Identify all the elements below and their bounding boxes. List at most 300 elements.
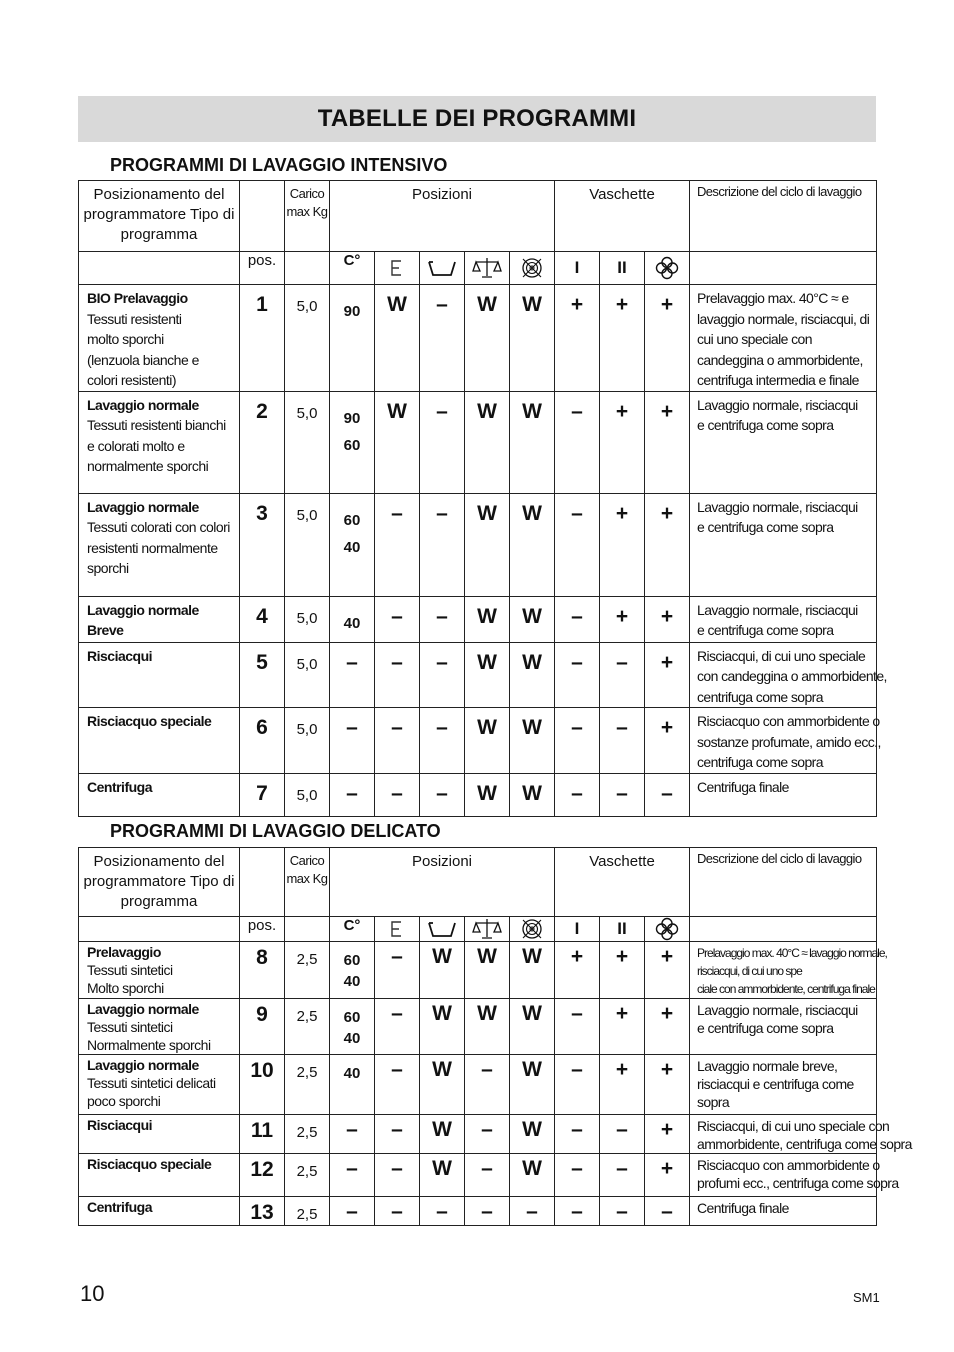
program-symbol: +: [660, 650, 674, 674]
program-row: [79, 285, 877, 392]
program-title: Lavaggio normale: [87, 498, 199, 515]
program-name-cell: [79, 999, 240, 1055]
program-symbol-cell: [465, 1055, 510, 1115]
program-description-line: e centrifuga come sopra: [697, 1020, 834, 1036]
program-position-number: 12: [250, 1158, 274, 1181]
program-fabric-line: poco sporchi: [87, 1093, 161, 1109]
program-symbol: –: [481, 1118, 493, 1141]
program-position-number: 8: [256, 946, 268, 969]
program-load-cell: [285, 942, 330, 999]
program-temp-cell: [330, 942, 375, 999]
intensive-programs-table: [78, 180, 887, 817]
program-symbol-cell: [510, 596, 555, 642]
program-load-cell: [285, 493, 330, 596]
program-title: Centrifuga: [87, 778, 152, 795]
tub-icon: [420, 920, 464, 938]
program-symbol: –: [616, 650, 628, 674]
program-description-line: Centrifuga finale: [697, 1200, 789, 1216]
program-load-cell: [285, 1154, 330, 1197]
program-title: Lavaggio normale: [87, 1001, 199, 1017]
program-symbol-cell: [375, 708, 420, 774]
program-symbol: W: [432, 1157, 452, 1180]
program-symbol: –: [616, 716, 628, 739]
program-symbol-cell: [645, 999, 690, 1055]
program-temp-cell: [330, 493, 375, 596]
header-positions-label: Posizioni: [411, 186, 473, 203]
program-temp-value: 40: [343, 1030, 361, 1047]
program-symbol: –: [616, 1118, 628, 1141]
program-temp-value: 60: [343, 952, 361, 969]
header-load-cell: [285, 181, 330, 252]
program-symbol-cell: [555, 1115, 600, 1154]
program-symbol-cell: [555, 942, 600, 999]
program-description-cell: [690, 1154, 899, 1197]
program-temp-value: 40: [343, 538, 361, 556]
program-temp-cell: [330, 773, 375, 816]
program-description-line: ammorbidente, centrifuga come sopra: [697, 1136, 912, 1152]
program-temp-cell: [330, 999, 375, 1055]
program-symbol-cell: [555, 391, 600, 493]
program-load-value: 5,0: [296, 786, 318, 804]
program-symbol-cell: [600, 596, 645, 642]
program-symbol-cell: [600, 1055, 645, 1115]
program-symbol: –: [391, 1200, 403, 1223]
program-temp-value: –: [346, 1157, 358, 1180]
program-symbol: –: [616, 1200, 628, 1223]
program-description-line: Lavaggio normale, risciacqui: [697, 396, 858, 413]
program-temp-cell: [330, 596, 375, 642]
program-symbol-cell: [375, 493, 420, 596]
program-symbol-cell: [420, 391, 465, 493]
program-symbol-cell: [645, 773, 690, 816]
program-symbol: W: [477, 1002, 497, 1025]
program-row: [79, 596, 877, 642]
program-position-cell: [240, 596, 285, 642]
program-position-cell: [240, 999, 285, 1055]
program-name-cell: [79, 942, 240, 999]
program-name-cell: [79, 708, 240, 774]
program-symbol: W: [522, 1058, 542, 1081]
program-load-cell: [285, 1197, 330, 1226]
program-temp-cell: [330, 708, 375, 774]
program-symbol: +: [660, 604, 674, 628]
program-position-cell: [240, 708, 285, 774]
program-name-cell: [79, 285, 240, 392]
program-symbol: W: [477, 781, 497, 805]
subheader-pos-label: pos.: [247, 917, 277, 934]
program-symbol-cell: [420, 942, 465, 999]
program-description-line: Risciacquo con ammorbidente o: [697, 713, 880, 729]
program-fabric-line: e colorati molto e: [87, 437, 185, 454]
program-load-cell: [285, 596, 330, 642]
header-blank-cell: [240, 848, 285, 917]
program-title: BIO Prelavaggio: [87, 290, 188, 306]
page-title: TABELLE DEI PROGRAMMI: [317, 105, 637, 132]
program-symbol: +: [615, 604, 629, 628]
program-position-number: 3: [256, 501, 268, 525]
program-description-cell: [690, 391, 877, 493]
program-temp-cell: [330, 1197, 375, 1226]
program-position-number: 10: [250, 1059, 274, 1082]
program-description-line: centrifuga come sopra: [697, 754, 823, 770]
program-temp-cell: [330, 642, 375, 708]
program-symbol-cell: [600, 999, 645, 1055]
program-symbol: –: [616, 1157, 628, 1180]
program-symbol-cell: [645, 1055, 690, 1115]
program-symbol-cell: [555, 773, 600, 816]
program-fabric-line: Normalmente sporchi: [87, 1037, 211, 1053]
header-description-label: Descrizione del ciclo di lavaggio: [697, 851, 862, 866]
program-load-value: 2,5: [296, 1124, 318, 1141]
program-symbol-cell: [600, 391, 645, 493]
program-symbol: W: [432, 1002, 452, 1025]
program-symbol: +: [615, 945, 629, 968]
subheader-icon-cell: [645, 252, 690, 285]
program-symbol: +: [660, 1118, 674, 1141]
program-symbol: –: [571, 501, 583, 525]
program-row: [79, 708, 877, 774]
program-row: [79, 1055, 877, 1115]
subheader-tray2-cell: [600, 252, 645, 285]
program-symbol: –: [571, 1157, 583, 1180]
program-symbol-cell: [465, 999, 510, 1055]
header-positions-cell: [330, 848, 555, 917]
program-description-cell: [690, 999, 877, 1055]
program-load-value: 2,5: [296, 1008, 318, 1025]
program-symbol-cell: [555, 596, 600, 642]
program-description-line: Prelavaggio max. 40°C ≈ e: [697, 290, 849, 306]
program-symbol: –: [436, 1200, 448, 1223]
program-symbol-cell: [465, 391, 510, 493]
program-symbol: –: [391, 1058, 403, 1081]
header-program-label: Posizionamento del programmatore Tipo di programma: [83, 186, 235, 243]
tub-icon: [420, 259, 464, 277]
program-title: Lavaggio normale: [87, 396, 199, 413]
program-temp-value: 40: [343, 973, 361, 990]
program-fabric-line: normalmente sporchi: [87, 458, 209, 474]
program-position-cell: [240, 642, 285, 708]
program-load-cell: [285, 1115, 330, 1154]
program-temp-cell: [330, 1055, 375, 1115]
document-code: SM1: [853, 1290, 880, 1305]
program-temp-value: 90: [343, 409, 361, 427]
program-fabric-line: Tessuti sintetici delicati: [87, 1075, 216, 1091]
section-title-intensive: PROGRAMMI DI LAVAGGIO INTENSIVO: [110, 155, 448, 175]
program-load-cell: [285, 391, 330, 493]
program-symbol-cell: [375, 391, 420, 493]
program-symbol: –: [481, 1058, 493, 1081]
program-symbol: W: [477, 399, 497, 423]
header-row: [79, 181, 877, 252]
program-symbol-cell: [375, 596, 420, 642]
program-symbol: –: [436, 650, 448, 674]
program-symbol-cell: [645, 493, 690, 596]
subheader-pos-cell: [240, 252, 285, 285]
program-description-cell: [690, 1115, 912, 1154]
program-symbol-cell: [510, 773, 555, 816]
program-symbol: W: [432, 945, 452, 968]
subheader-icon-cell: [465, 252, 510, 285]
program-row: [79, 391, 877, 493]
subheader-icon-cell: [420, 917, 465, 942]
program-symbol: –: [571, 604, 583, 628]
program-symbol: –: [436, 716, 448, 739]
program-name-cell: [79, 1154, 240, 1197]
subheader-tray1-cell: [555, 917, 600, 942]
program-symbol: –: [436, 604, 448, 628]
program-symbol: +: [615, 501, 629, 525]
program-fabric-line: sporchi: [87, 560, 129, 576]
program-position-cell: [240, 391, 285, 493]
program-load-value: 2,5: [296, 1064, 318, 1081]
program-position-cell: [240, 285, 285, 392]
program-symbol: +: [615, 1058, 629, 1081]
program-row: [79, 642, 877, 708]
program-temp-value: –: [346, 650, 358, 674]
program-position-cell: [240, 942, 285, 999]
program-description-line: risciacqui, di cui uno spe: [697, 964, 802, 978]
program-position-cell: [240, 1055, 285, 1115]
header-description-cell: [690, 181, 877, 252]
program-load-cell: [285, 708, 330, 774]
program-symbol: +: [660, 945, 674, 968]
program-symbol: W: [522, 399, 542, 423]
header-program-label: Posizionamento del programmatore Tipo di programma: [83, 853, 235, 910]
subheader-pos-cell: [240, 917, 285, 942]
program-description-line: candeggina o ammorbidente,: [697, 351, 863, 368]
flower-icon: [645, 917, 689, 941]
program-title: Lavaggio normale: [87, 601, 199, 618]
program-symbol-cell: [420, 773, 465, 816]
program-symbol: W: [522, 604, 542, 628]
program-position-number: 13: [250, 1201, 274, 1224]
program-symbol-cell: [375, 1055, 420, 1115]
balance-scale-icon: [465, 918, 509, 940]
program-symbol-cell: [465, 642, 510, 708]
program-load-value: 5,0: [296, 298, 318, 315]
program-symbol: –: [391, 781, 403, 805]
program-description-line: Lavaggio normale breve,: [697, 1058, 838, 1074]
program-name-cell: [79, 596, 240, 642]
program-title: Risciacquo speciale: [87, 713, 212, 729]
program-symbol-cell: [465, 285, 510, 392]
program-position-number: 2: [256, 399, 268, 423]
program-fabric-line: Tessuti sintetici: [87, 962, 173, 978]
program-symbol-cell: [645, 642, 690, 708]
program-symbol-cell: [645, 1197, 690, 1226]
program-symbol-cell: [555, 1055, 600, 1115]
program-symbol: –: [436, 293, 448, 316]
header-description-label: Descrizione del ciclo di lavaggio: [697, 184, 862, 199]
subheader-tray1-label: I: [574, 919, 580, 938]
program-symbol: W: [522, 716, 542, 739]
program-temp-value: 60: [343, 1009, 361, 1026]
program-symbol: W: [522, 1118, 542, 1141]
program-symbol-cell: [465, 1115, 510, 1154]
program-symbol-cell: [600, 1115, 645, 1154]
program-symbol-cell: [510, 1197, 555, 1226]
program-symbol-cell: [510, 1055, 555, 1115]
program-position-number: 5: [256, 650, 268, 674]
program-title: Risciacqui: [87, 1117, 153, 1133]
program-position-number: 4: [256, 604, 268, 628]
program-description-line: Prelavaggio max. 40°C ≈ lavaggio normale,: [697, 946, 887, 960]
program-symbol: –: [571, 650, 583, 674]
program-symbol-cell: [465, 773, 510, 816]
program-load-value: 2,5: [296, 1206, 318, 1223]
program-fabric-line: Tessuti resistenti: [87, 310, 182, 327]
subheader-load-blank: [285, 252, 330, 285]
program-symbol-cell: [465, 1154, 510, 1197]
e-letter-icon: [375, 920, 419, 938]
flower-icon: [645, 256, 689, 280]
program-symbol: –: [571, 1058, 583, 1081]
program-symbol: W: [522, 781, 542, 805]
program-symbol: W: [432, 1058, 452, 1081]
program-symbol-cell: [465, 708, 510, 774]
program-symbol: W: [432, 1118, 452, 1141]
program-symbol-cell: [510, 708, 555, 774]
spin-spiral-icon: [510, 257, 554, 279]
program-fabric-line: colori resistenti): [87, 372, 177, 388]
program-symbol: –: [571, 781, 583, 805]
program-symbol-cell: [600, 773, 645, 816]
program-symbol: +: [615, 293, 629, 316]
program-position-cell: [240, 1154, 285, 1197]
program-position-number: 1: [256, 293, 268, 316]
program-symbol-cell: [510, 1154, 555, 1197]
program-symbol: +: [660, 1058, 674, 1081]
program-symbol-cell: [465, 596, 510, 642]
program-symbol: W: [522, 501, 542, 525]
program-description-line: Risciacqui, di cui uno speciale: [697, 647, 866, 664]
subheader-icon-cell: [375, 917, 420, 942]
program-fabric-line: molto sporchi: [87, 331, 164, 347]
program-description-cell: [690, 596, 877, 642]
program-temp-value: 40: [343, 614, 361, 632]
program-symbol-cell: [600, 708, 645, 774]
program-symbol-cell: [375, 942, 420, 999]
program-title: Lavaggio normale: [87, 1057, 199, 1073]
program-symbol: W: [477, 945, 497, 968]
program-symbol-cell: [510, 642, 555, 708]
program-symbol: –: [571, 1002, 583, 1025]
program-symbol: +: [660, 1157, 674, 1180]
program-row: [79, 773, 877, 816]
subheader-tray2-label: II: [617, 258, 627, 277]
program-description-line: Lavaggio normale, risciacqui: [697, 1002, 858, 1018]
page-number: 10: [80, 1281, 105, 1306]
program-description-cell: [690, 1055, 877, 1115]
header-trays-label: Vaschette: [589, 186, 655, 203]
program-symbol: +: [570, 293, 584, 316]
program-load-cell: [285, 285, 330, 392]
program-temp-value: –: [346, 716, 358, 739]
program-symbol-cell: [420, 285, 465, 392]
program-symbol: W: [522, 945, 542, 968]
program-load-value: 5,0: [296, 609, 318, 627]
program-row: [79, 999, 877, 1055]
program-symbol: W: [477, 604, 497, 628]
program-description-line: e centrifuga come sopra: [697, 519, 834, 535]
balance-scale-icon: [465, 257, 509, 279]
program-row: [79, 1154, 877, 1197]
header-trays-label: Vaschette: [589, 853, 655, 870]
program-symbol: +: [615, 399, 629, 423]
program-symbol: +: [660, 1002, 674, 1025]
subheader-row: [79, 917, 877, 942]
program-description-cell: [690, 493, 877, 596]
program-symbol: +: [615, 1002, 629, 1025]
program-description-cell: [690, 942, 887, 999]
program-position-number: 7: [256, 781, 268, 805]
program-symbol: –: [481, 1200, 493, 1223]
program-symbol-cell: [420, 708, 465, 774]
program-symbol-cell: [510, 391, 555, 493]
program-symbol-cell: [375, 285, 420, 392]
program-symbol: –: [391, 1002, 403, 1025]
program-symbol: –: [616, 781, 628, 805]
program-name-cell: [79, 391, 240, 493]
header-load-label: Carico max Kg: [286, 186, 328, 219]
program-temp-value: –: [346, 781, 358, 805]
program-description-line: Risciacquo con ammorbidente o: [697, 1157, 880, 1173]
subheader-tray1-cell: [555, 252, 600, 285]
program-description-line: profumi ecc., centrifuga come sopra: [697, 1175, 899, 1191]
program-description-line: centrifuga intermedia e finale: [697, 372, 859, 388]
program-fabric-line: Tessuti sintetici: [87, 1019, 173, 1035]
program-position-cell: [240, 493, 285, 596]
program-symbol-cell: [555, 1154, 600, 1197]
subheader-desc-blank: [690, 917, 877, 942]
program-symbol-cell: [510, 285, 555, 392]
subheader-blank-cell: [79, 917, 240, 942]
program-symbol: –: [391, 945, 403, 968]
program-symbol-cell: [600, 493, 645, 596]
header-program-cell: [79, 181, 240, 252]
program-description-line: con candeggina o ammorbidente,: [697, 668, 887, 684]
program-symbol-cell: [645, 596, 690, 642]
program-symbol: –: [661, 1200, 673, 1223]
program-load-value: 5,0: [296, 655, 318, 673]
subheader-icon-cell: [645, 917, 690, 942]
program-temp-cell: [330, 1115, 375, 1154]
program-symbol-cell: [375, 1197, 420, 1226]
program-title: Prelavaggio: [87, 944, 161, 960]
subheader-icon-cell: [510, 252, 555, 285]
program-symbol: –: [436, 781, 448, 805]
program-description-cell: [690, 285, 877, 392]
subheader-tray1-label: I: [574, 258, 580, 277]
subheader-tray2-cell: [600, 917, 645, 942]
program-symbol-cell: [465, 493, 510, 596]
subheader-blank-cell: [79, 252, 240, 285]
program-symbol: +: [660, 399, 674, 423]
program-temp-value: 90: [343, 303, 361, 320]
program-symbol: W: [477, 716, 497, 739]
program-symbol: W: [477, 293, 497, 316]
header-load-label: Carico max Kg: [286, 853, 328, 886]
program-symbol-cell: [555, 285, 600, 392]
program-symbol-cell: [420, 1154, 465, 1197]
program-description-line: sopra: [697, 1094, 730, 1110]
program-symbol: –: [391, 1157, 403, 1180]
program-symbol-cell: [600, 1154, 645, 1197]
program-description-line: Lavaggio normale, risciacqui: [697, 601, 858, 618]
program-symbol-cell: [555, 642, 600, 708]
program-description-cell: [690, 642, 887, 708]
header-blank-cell: [240, 181, 285, 252]
